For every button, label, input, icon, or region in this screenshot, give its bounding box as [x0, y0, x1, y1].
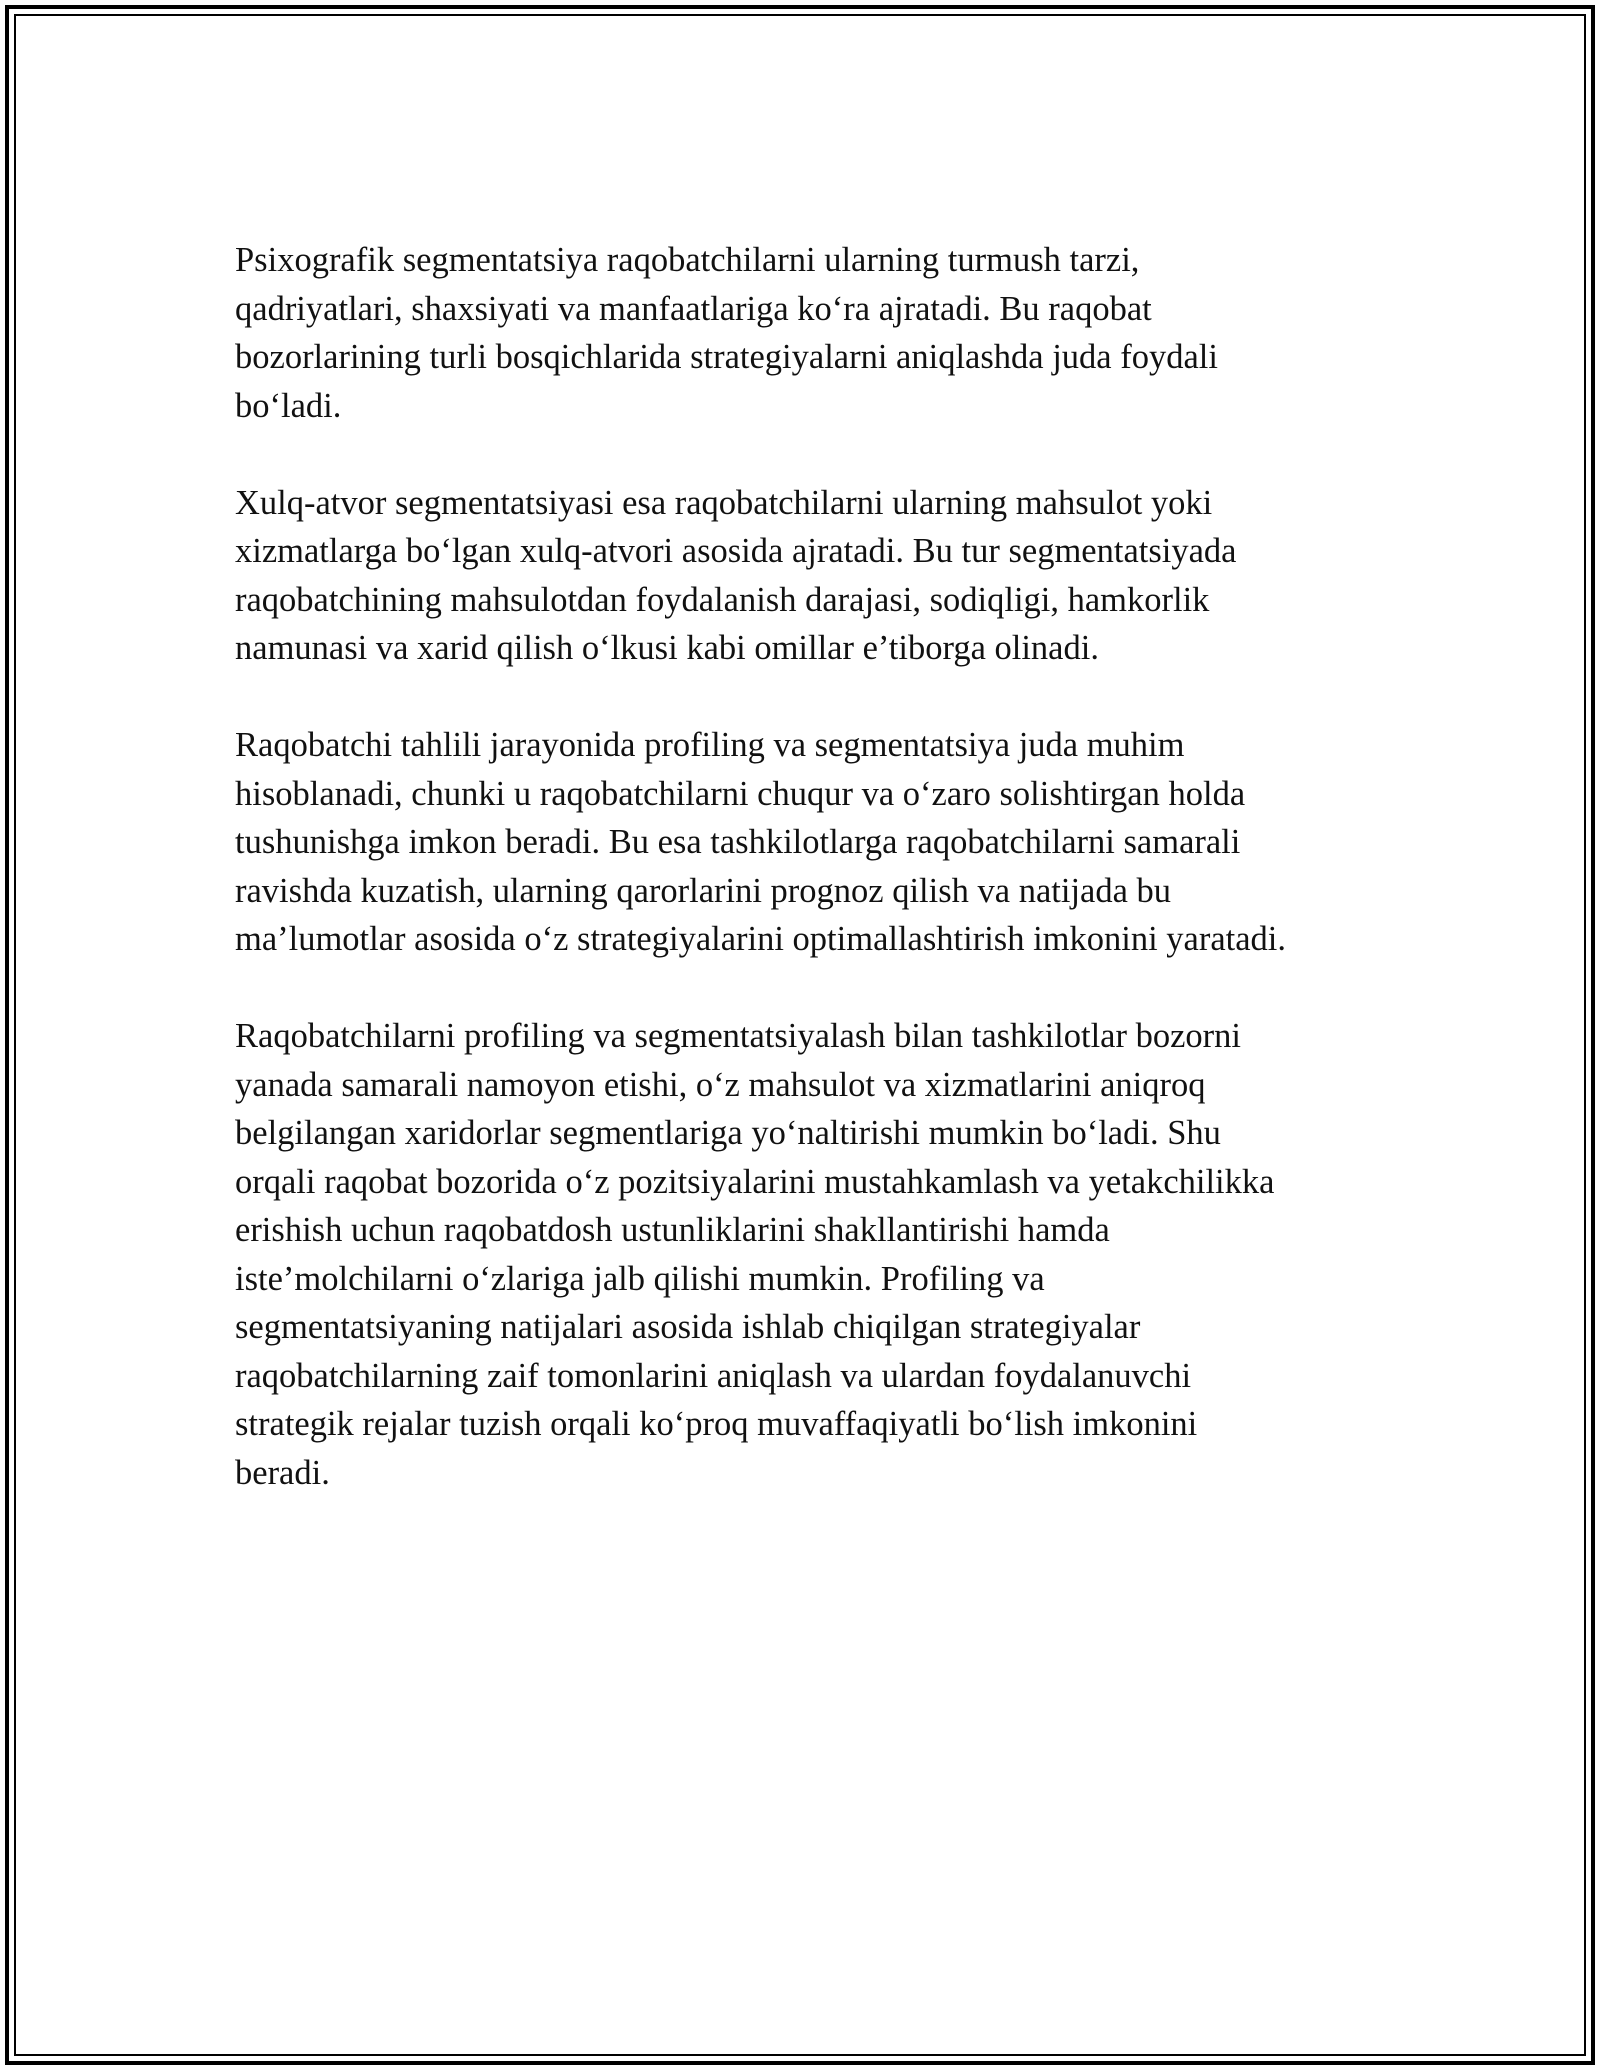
text-line: Raqobatchilarni profiling va segmentatsiyalash bilan tashkilotlar bozorni — [235, 1017, 1241, 1055]
paragraph-raqobatchi-tahlili — [235, 721, 1370, 964]
text-line: orqali raqobat bozorida oʻz pozitsiyalarini mustahkamlash va yetakchilikka — [235, 1162, 1275, 1201]
text-line: namunasi va xarid qilish oʻlkusi kabi omillar e’tiborga olinadi. — [235, 629, 1099, 667]
text-line: raqobatchilarning zaif tomonlarini aniqlash va ulardan foydalanuvchi — [235, 1356, 1192, 1395]
text-line: Xulq-atvor segmentatsiyasi esa raqobatchilarni ularning mahsulot yoki — [235, 483, 1213, 522]
text-line: xizmatlarga boʻlgan xulq-atvori asosida ajratadi. Bu tur segmentatsiyada — [235, 532, 1237, 570]
text-line: strategik rejalar tuzish orqali koʻproq muvaffaqiyatli boʻlish imkonini — [235, 1405, 1198, 1443]
text-line: ravishda kuzatish, ularning qarorlarini prognoz qilish va natijada bu — [235, 871, 1172, 910]
text-line: ma’lumotlar asosida oʻz strategiyalarini optimallashtirish imkonini yaratadi. — [235, 920, 1287, 958]
text-line: hisoblanadi, chunki u raqobatchilarni chuqur va oʻzaro solishtirgan holda — [235, 774, 1246, 813]
text-line: erishish uchun raqobatdosh ustunliklarini shakllantirishi hamda — [235, 1211, 1110, 1249]
text-line: bozorlarining turli bosqichlarida strategiyalarni aniqlashda juda foydali — [235, 338, 1218, 376]
text-line: Raqobatchi tahlili jarayonida profiling va segmentatsiya juda muhim — [235, 726, 1185, 764]
text-line: segmentatsiyaning natijalari asosida ishlab chiqilgan strategiyalar — [235, 1308, 1141, 1346]
paragraph-profiling — [235, 1012, 1370, 1497]
document-body — [235, 236, 1370, 1546]
paragraph-psixografik — [235, 236, 1370, 430]
text-line: belgilangan xaridorlar segmentlariga yoʻnaltirishi mumkin boʻladi. Shu — [235, 1114, 1221, 1152]
text-line: raqobatchining mahsulotdan foydalanish darajasi, sodiqligi, hamkorlik — [235, 580, 1210, 619]
text-line: beradi. — [235, 1453, 330, 1492]
text-line: tushunishga imkon beradi. Bu esa tashkilotlarga raqobatchilarni samarali — [235, 823, 1241, 861]
paragraph-xulq-atvor — [235, 479, 1370, 673]
text-line: iste’molchilarni oʻzlariga jalb qilishi mumkin. Profiling va — [235, 1259, 1045, 1298]
text-line: qadriyatlari, shaxsiyati va manfaatlariga koʻra ajratadi. Bu raqobat — [235, 289, 1152, 328]
text-line: yanada samarali namoyon etishi, oʻz mahsulot va xizmatlarini aniqroq — [235, 1065, 1206, 1104]
text-line: boʻladi. — [235, 386, 342, 425]
text-line: Psixografik segmentatsiya raqobatchilarni ularning turmush tarzi, — [235, 241, 1140, 279]
